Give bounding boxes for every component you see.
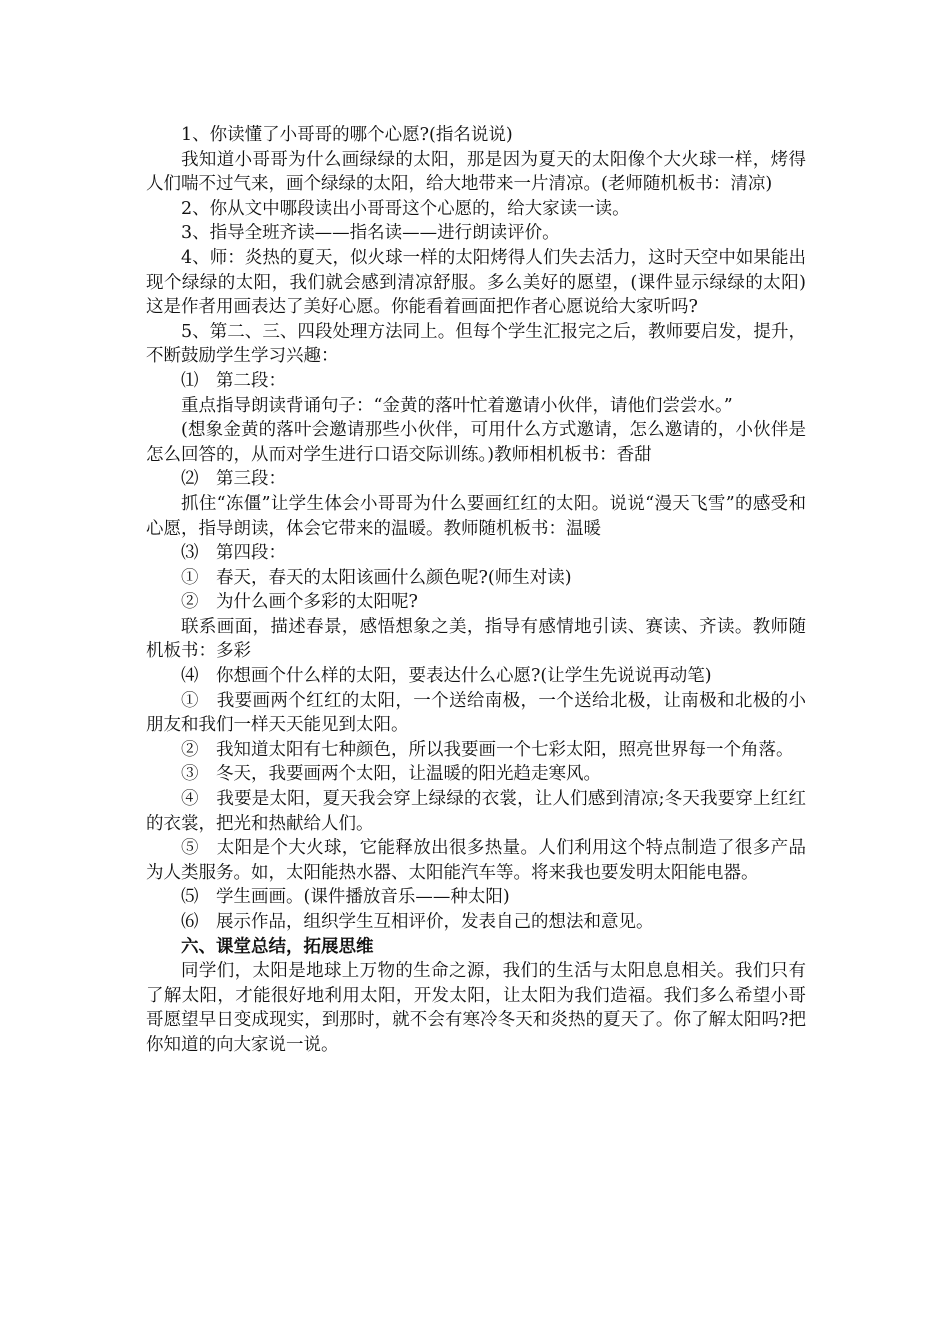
- paragraph-22: ⑸ 学生画画。(课件播放音乐——种太阳): [181, 887, 510, 908]
- paragraph-20: ④ 我要是太阳，夏天我会穿上绿绿的衣裳，让人们感到清凉;冬天我要穿上红红的衣裳，把光和热献给人们。: [146, 789, 806, 834]
- document-body: [146, 123, 806, 1058]
- paragraph-4: 3、指导全班齐读——指名读——进行朗读评价。: [181, 223, 560, 244]
- paragraph-5: 4、师：炎热的夏天，似火球一样的太阳烤得人们失去活力，这时天空中如果能出现个绿绿的太阳，我们就会感到清凉舒服。多么美好的愿望，(课件显示绿绿的太阳)这是作者用画表达了美好心愿。你能看着画面把作者心愿说给大家听吗?: [146, 247, 806, 318]
- paragraph-2: 我知道小哥哥为什么画绿绿的太阳，那是因为夏天的太阳像个大火球一样，烤得人们喘不过气来，画个绿绿的太阳，给大地带来一片清凉。(老师随机板书：清凉): [146, 149, 806, 195]
- paragraph-15: 联系画面，描述春景，感悟想象之美，指导有感情地引读、赛读、齐读。教师随机板书：多彩: [146, 616, 806, 662]
- paragraph-1: 1、你读懂了小哥哥的哪个心愿?(指名说说): [181, 125, 513, 145]
- paragraph-6: 5、第二、三、四段处理方法同上。但每个学生汇报完之后，教师要启发，提升，不断鼓励学生学习兴趣：: [146, 321, 806, 367]
- paragraph-17: ① 我要画两个红红的太阳，一个送给南极，一个送给北极，让南极和北极的小朋友和我们一样天天能见到太阳。: [146, 690, 806, 736]
- paragraph-25: 同学们，太阳是地球上万物的生命之源，我们的生活与太阳息息相关。我们只有了解太阳，才能很好地利用太阳，开发太阳，让太阳为我们造福。我们多么希望小哥哥愿望早日变成现实，到那时，就不会有寒冷冬天和炎热的夏天了。你了解太阳吗?把你知道的向大家说一说。: [146, 961, 806, 1055]
- section-heading: 六、课堂总结，拓展思维: [181, 936, 374, 957]
- paragraph-16: ⑷ 你想画个什么样的太阳，要表达什么心愿?(让学生先说说再动笔): [181, 666, 712, 687]
- paragraph-12: ⑶ 第四段：: [181, 543, 286, 564]
- paragraph-13: ① 春天，春天的太阳该画什么颜色呢?(师生对读): [181, 567, 572, 588]
- paragraph-14: ② 为什么画个多彩的太阳呢?: [181, 592, 418, 613]
- paragraph-19: ③ 冬天，我要画两个太阳，让温暖的阳光趋走寒风。: [181, 764, 601, 785]
- paragraph-10: ⑵ 第三段：: [181, 469, 286, 490]
- paragraph-23: ⑹ 展示作品，组织学生互相评价，发表自己的想法和意见。: [181, 912, 654, 932]
- paragraph-3: 2、你从文中哪段读出小哥哥这个心愿的，给大家读一读。: [181, 198, 630, 219]
- paragraph-18: ② 我知道太阳有七种颜色，所以我要画一个七彩太阳，照亮世界每一个角落。: [181, 739, 794, 760]
- paragraph-11: 抓住“冻僵”让学生体会小哥哥为什么要画红红的太阳。说说“漫天飞雪”的感受和心愿，指导朗读，体会它带来的温暖。教师随机板书：温暖: [146, 493, 806, 539]
- paragraph-21: ⑤ 太阳是个大火球，它能释放出很多热量。人们利用这个特点制造了很多产品为人类服务。如，太阳能热水器、太阳能汽车等。将来我也要发明太阳能电器。: [146, 838, 806, 883]
- paragraph-9: (想象金黄的落叶会邀请那些小伙伴，可用什么方式邀请，怎么邀请的，小伙伴是怎么回答的，从而对学生进行口语交际训练。)教师相机板书：香甜: [146, 420, 806, 465]
- paragraph-7: ⑴ 第二段：: [181, 370, 286, 391]
- paragraph-8: 重点指导朗读背诵句子：“金黄的落叶忙着邀请小伙伴，请他们尝尝水。”: [181, 395, 733, 416]
